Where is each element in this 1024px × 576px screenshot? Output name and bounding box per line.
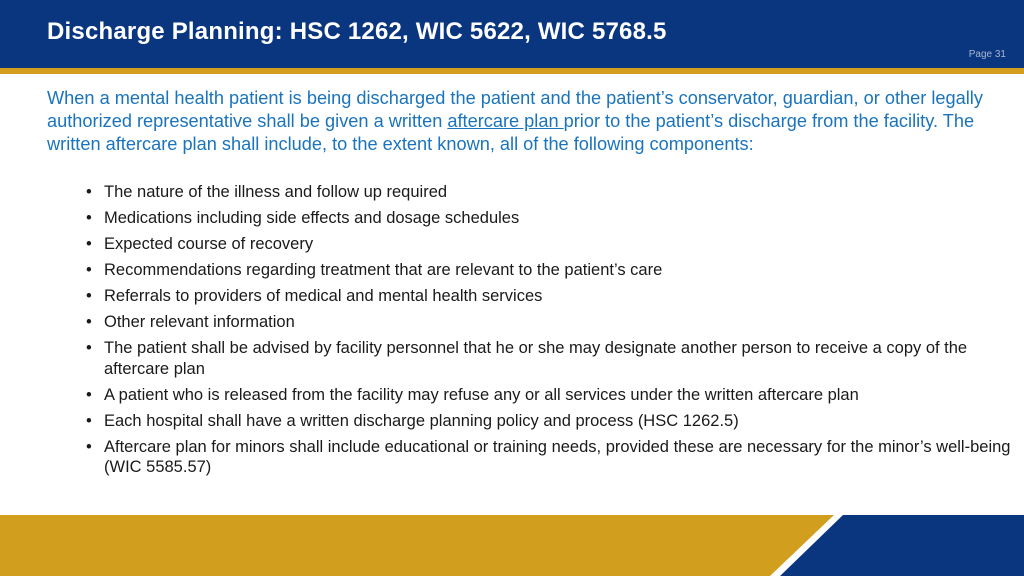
list-item bbox=[86, 338, 1016, 379]
header-bar bbox=[0, 0, 1024, 68]
intro-paragraph bbox=[47, 87, 1012, 156]
aftercare-plan-link[interactable]: aftercare plan bbox=[447, 111, 564, 131]
list-item-text: Expected course of recovery bbox=[104, 235, 314, 253]
footer-navy-shape bbox=[780, 515, 1024, 576]
bullet-icon: • bbox=[86, 287, 92, 305]
header-gold-stripe bbox=[0, 68, 1024, 74]
list-item-text: Each hospital shall have a written discharge planning policy and process (HSC 1262.5) bbox=[104, 411, 739, 430]
list-item-text: Referrals to providers of medical and mental health services bbox=[104, 287, 543, 305]
components-list bbox=[86, 182, 1016, 483]
page-number: Page 31 bbox=[968, 49, 1006, 60]
bullet-icon: • bbox=[86, 313, 92, 331]
list-item-text: A patient who is released from the facility may refuse any or all services under the written aftercare plan bbox=[104, 385, 859, 404]
bullet-icon: • bbox=[86, 183, 92, 201]
intro-text-after: prior to the patient’s discharge from the facility. The written aftercare plan shall include, to the extent known, all of the following components: bbox=[47, 111, 975, 154]
bullet-icon: • bbox=[86, 235, 92, 253]
list-item-text: The patient shall be advised by facility personnel that he or she may designate another person to receive a copy of the aftercare plan bbox=[104, 339, 968, 378]
list-item-text: Other relevant information bbox=[104, 313, 295, 331]
list-item bbox=[86, 208, 1016, 229]
list-item bbox=[86, 286, 1016, 307]
list-item-text: Medications including side effects and dosage schedules bbox=[104, 209, 520, 227]
list-item bbox=[86, 182, 1016, 203]
bullet-icon: • bbox=[86, 261, 92, 279]
bullet-icon: • bbox=[86, 339, 92, 357]
list-item-text: Aftercare plan for minors shall include educational or training needs, provided these are necessary for the minor’s well-being (WIC 5585.57) bbox=[104, 437, 1011, 476]
list-item bbox=[86, 312, 1016, 333]
slide-title: Discharge Planning: HSC 1262, WIC 5622, WIC 5768.5 bbox=[47, 18, 667, 45]
bullet-icon: • bbox=[86, 385, 92, 404]
bullet-icon: • bbox=[86, 411, 92, 430]
intro-text-before: When a mental health patient is being discharged the patient and the patient’s conservator, guardian, or other legally authorized representative shall be given a written bbox=[47, 88, 983, 131]
list-item-text: The nature of the illness and follow up required bbox=[104, 183, 448, 201]
list-item bbox=[86, 260, 1016, 281]
list-item bbox=[86, 437, 1016, 478]
list-item bbox=[86, 385, 1016, 406]
bullet-icon: • bbox=[86, 437, 92, 456]
bullet-icon: • bbox=[86, 209, 92, 227]
footer-navy-corner bbox=[0, 515, 1024, 576]
list-item bbox=[86, 411, 1016, 432]
list-item-text: Recommendations regarding treatment that are relevant to the patient’s care bbox=[104, 261, 663, 279]
list-item bbox=[86, 234, 1016, 255]
